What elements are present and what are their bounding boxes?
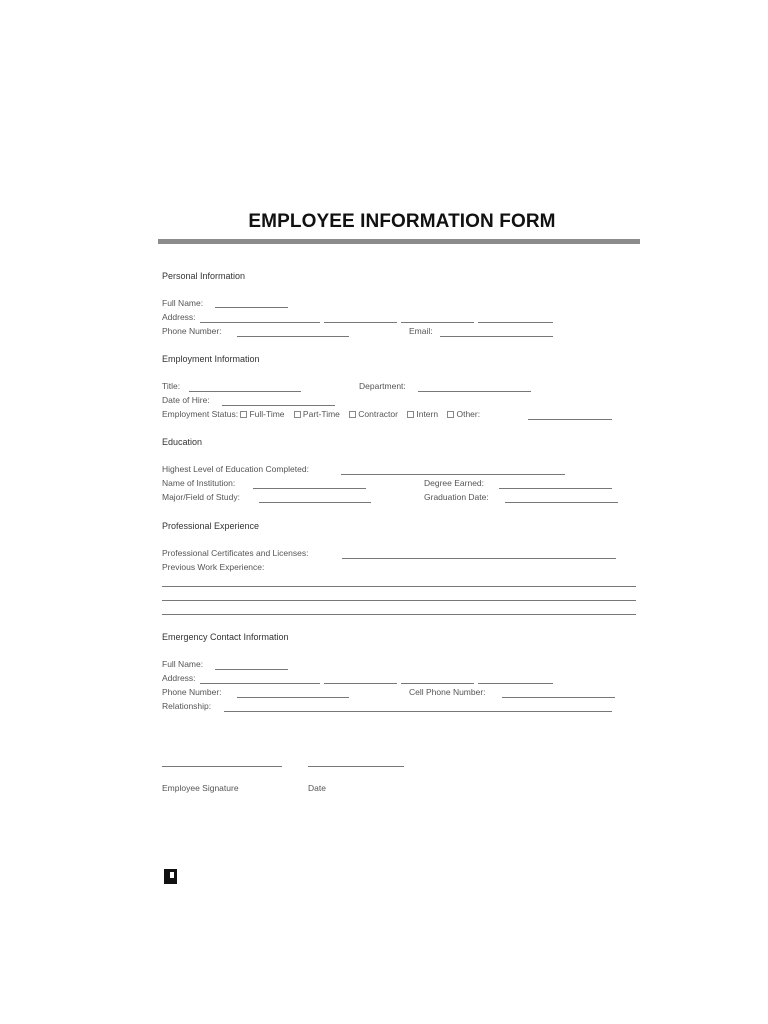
status-option-full-time[interactable]: Full-Time bbox=[240, 409, 284, 419]
emergency-phone-field[interactable] bbox=[237, 697, 349, 698]
emergency-address-label: Address: bbox=[162, 673, 196, 683]
job-title-label: Title: bbox=[162, 381, 181, 391]
graduation-label: Graduation Date: bbox=[424, 492, 489, 502]
full-name-field[interactable] bbox=[215, 307, 288, 308]
certificates-field[interactable] bbox=[342, 558, 616, 559]
status-option-part-time[interactable]: Part-Time bbox=[294, 409, 340, 419]
status-option-other[interactable]: Other: bbox=[447, 409, 480, 419]
department-label: Department: bbox=[359, 381, 406, 391]
email-label: Email: bbox=[409, 326, 433, 336]
emergency-cell-field[interactable] bbox=[502, 697, 615, 698]
emergency-phone-label: Phone Number: bbox=[162, 687, 222, 697]
institution-label: Name of Institution: bbox=[162, 478, 236, 488]
employment-status-row bbox=[162, 409, 487, 419]
date-of-hire-label: Date of Hire: bbox=[162, 395, 210, 405]
section-heading-employment: Employment Information bbox=[162, 354, 260, 364]
title-divider bbox=[158, 239, 640, 244]
section-heading-emergency: Emergency Contact Information bbox=[162, 632, 289, 642]
emergency-address-field-2[interactable] bbox=[324, 683, 397, 684]
signature-date-line[interactable] bbox=[308, 766, 404, 767]
section-heading-personal: Personal Information bbox=[162, 271, 246, 281]
job-title-field[interactable] bbox=[189, 391, 301, 392]
status-option-intern[interactable]: Intern bbox=[407, 409, 438, 419]
emergency-address-field-4[interactable] bbox=[478, 683, 553, 684]
status-option-contractor[interactable]: Contractor bbox=[349, 409, 398, 419]
checkbox-icon[interactable] bbox=[240, 411, 247, 418]
emergency-cell-label: Cell Phone Number: bbox=[409, 687, 486, 697]
address-field-1[interactable] bbox=[200, 322, 320, 323]
checkbox-icon[interactable] bbox=[349, 411, 356, 418]
checkbox-icon[interactable] bbox=[407, 411, 414, 418]
emergency-address-field-3[interactable] bbox=[401, 683, 474, 684]
address-label: Address: bbox=[162, 312, 196, 322]
relationship-field[interactable] bbox=[224, 711, 612, 712]
address-field-3[interactable] bbox=[401, 322, 474, 323]
experience-line-3[interactable] bbox=[162, 614, 636, 615]
section-heading-education: Education bbox=[162, 437, 203, 447]
checkbox-icon[interactable] bbox=[294, 411, 301, 418]
full-name-label: Full Name: bbox=[162, 298, 204, 308]
address-field-4[interactable] bbox=[478, 322, 553, 323]
experience-line-2[interactable] bbox=[162, 600, 636, 601]
employment-status-label: Employment Status: bbox=[162, 409, 239, 419]
major-field[interactable] bbox=[259, 502, 371, 503]
department-field[interactable] bbox=[418, 391, 531, 392]
relationship-label: Relationship: bbox=[162, 701, 212, 711]
phone-field[interactable] bbox=[237, 336, 349, 337]
graduation-field[interactable] bbox=[505, 502, 618, 503]
emergency-address-field-1[interactable] bbox=[200, 683, 320, 684]
form-title: EMPLOYEE INFORMATION FORM bbox=[248, 211, 556, 232]
employee-signature-label: Employee Signature bbox=[162, 783, 239, 793]
institution-field[interactable] bbox=[253, 488, 366, 489]
experience-line-1[interactable] bbox=[162, 586, 636, 587]
checkbox-icon[interactable] bbox=[447, 411, 454, 418]
phone-label: Phone Number: bbox=[162, 326, 222, 336]
section-heading-professional: Professional Experience bbox=[162, 521, 260, 531]
signature-date-label: Date bbox=[308, 783, 326, 793]
degree-field[interactable] bbox=[499, 488, 612, 489]
status-other-field[interactable] bbox=[528, 419, 612, 420]
previous-experience-label: Previous Work Experience: bbox=[162, 562, 265, 572]
major-label: Major/Field of Study: bbox=[162, 492, 240, 502]
degree-label: Degree Earned: bbox=[424, 478, 485, 488]
employee-signature-line[interactable] bbox=[162, 766, 282, 767]
emergency-full-name-field[interactable] bbox=[215, 669, 288, 670]
highest-education-field[interactable] bbox=[341, 474, 565, 475]
emergency-full-name-label: Full Name: bbox=[162, 659, 204, 669]
date-of-hire-field[interactable] bbox=[222, 405, 335, 406]
highest-education-label: Highest Level of Education Completed: bbox=[162, 464, 309, 474]
address-field-2[interactable] bbox=[324, 322, 397, 323]
email-field[interactable] bbox=[440, 336, 553, 337]
brand-logo-icon bbox=[164, 869, 177, 884]
certificates-label: Professional Certificates and Licenses: bbox=[162, 548, 309, 558]
